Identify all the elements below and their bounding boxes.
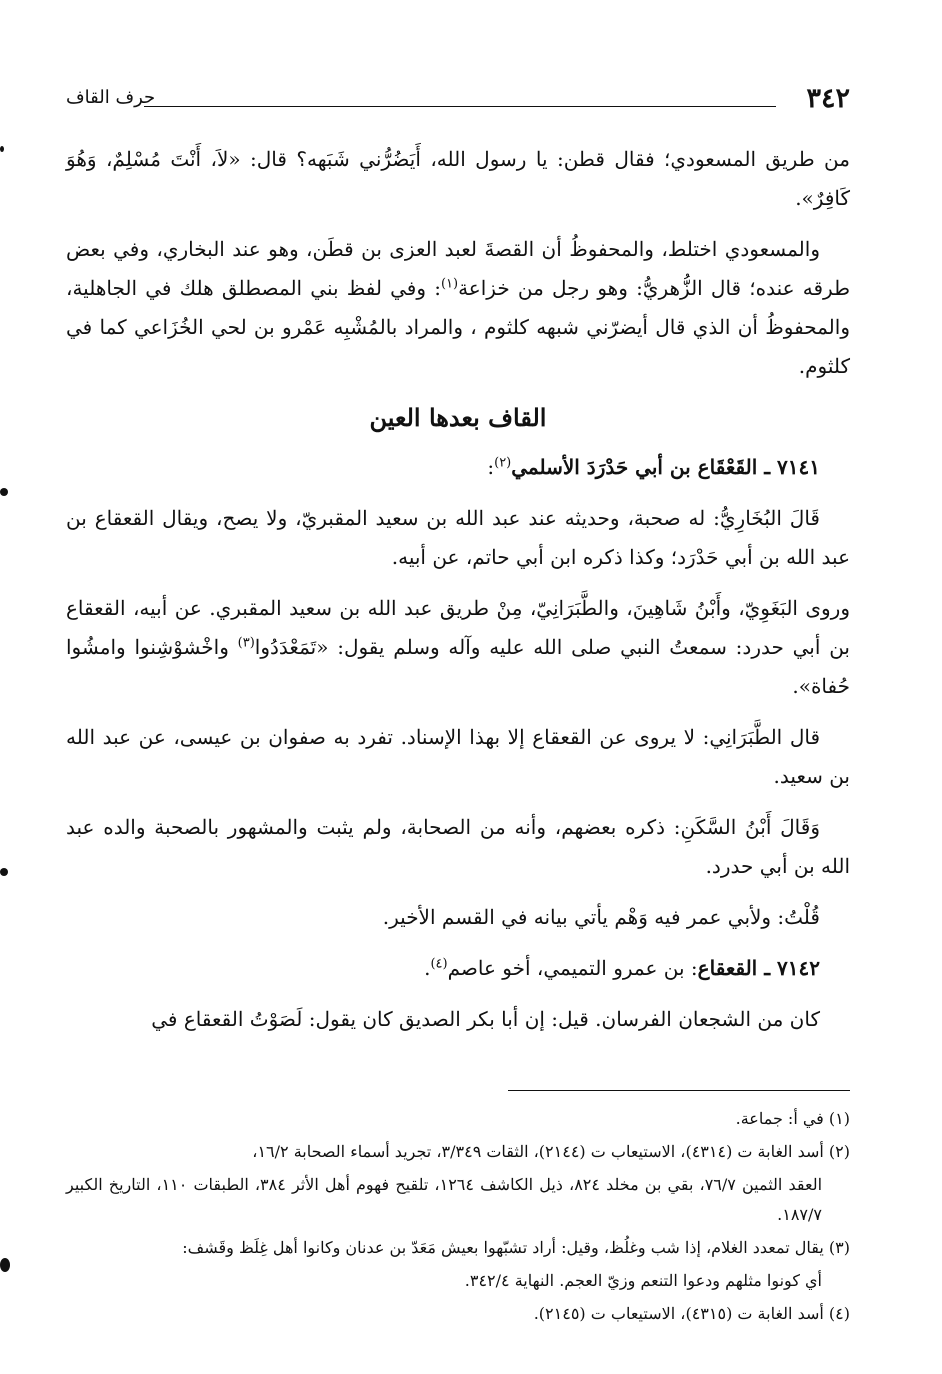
entry-7142-title: ٧١٤٢ ـ القعقاع	[697, 956, 820, 980]
paragraph-8-text: كان من الشجعان الفرسان. قيل: إن أبا بكر الصديق كان يقول: لَصَوْتُ القعقاع في	[151, 1007, 820, 1031]
paragraph-1-text: من طريق المسعودي؛ فقال قطن: يا رسول الله، أَيَضُرُّني شَبَهه؟ قال: «لاَ، أَنْتَ مُسْلِمٌ، وَهُوَ كَافِرٌ».	[66, 147, 850, 210]
footnote-3-continued: أي كونوا مثلهم ودعوا التنعم وزيّ العجم. النهاية ٣٤٢/٤.	[464, 1271, 822, 1290]
header-rule	[144, 106, 776, 107]
paragraph-6	[66, 808, 850, 886]
entry-7141	[66, 448, 850, 487]
margin-mark	[0, 146, 4, 152]
entry-7141-colon: :	[487, 455, 495, 479]
page-header	[66, 84, 850, 118]
entry-7142-end: .	[424, 956, 431, 980]
footnote-ref-3: (٣)	[237, 635, 255, 651]
footnote-3: (٣) يقال تمعدد الغلام، إذا شب وغلُظ، وقيل: أراد تشبّهوا بعيش مَعَدّ بن عدنان وكانوا أهل غِلَظ وقَشف:	[182, 1238, 850, 1257]
footnotes	[66, 1104, 850, 1332]
footnote-ref-2: (٢)	[494, 455, 512, 471]
paragraph-3	[66, 499, 850, 577]
footnote-4: (٤) أسد الغابة ت (٤٣١٥)، الاستيعاب ت (٢١٤٥).	[533, 1304, 850, 1323]
footnote-separator	[508, 1090, 850, 1091]
paragraph-1	[66, 140, 850, 218]
running-title: حرف القاف	[66, 87, 156, 108]
entry-7142	[66, 949, 850, 988]
paragraph-8	[66, 1000, 850, 1039]
entry-7142-text: : بن عمرو التميمي، أخو عاصم	[447, 956, 698, 980]
entry-7141-title: ٧١٤١ ـ القَعْقَاع بن أبي حَدْرَدَ الأسلمي	[511, 455, 820, 479]
paragraph-4-text: وروى البَغَوِيّ، وأَبْنُ شَاهِينَ، والطَّبَرَانِيّ، مِنْ طريق عبد الله بن سعيد المقبري. عن أبيه، القعقاع بن أبي حدرد: سمعتُ النبي صلى الله عليه وآله وسلم يقول: «تَمَعْدَدُوا	[66, 596, 850, 659]
paragraph-4	[66, 589, 850, 706]
footnote-2-line-1: (٢) أسد الغابة ت (٤٣١٤)، الاستيعاب ت (٢١٤٤)، الثقات ٣/٣٤٩، تجريد أسماء الصحابة ١٦/٢،	[252, 1142, 850, 1161]
margin-mark	[0, 1258, 10, 1272]
main-text	[66, 140, 850, 1051]
footnote-1: (١) في أ: جماعة.	[735, 1109, 850, 1128]
section-heading: القاف بعدها العين	[369, 403, 547, 432]
paragraph-7	[66, 898, 850, 937]
paragraph-6-text: وَقَالَ أَبْنُ السَّكَنِ: ذكره بعضهم، وأنه من الصحابة، ولم يثبت والمشهور بالصحبة والده عبد الله بن أبي حدرد.	[66, 815, 850, 878]
footnote-2-continued: العقد الثمين ٧٦/٧، بقي بن مخلد ٨٢٤، ذيل الكاشف ١٢٦٤، تلقيح فهوم أهل الأثر ٣٨٤، الطبقات ١١٠، التاريخ الكبير ١٨٧/٧.	[66, 1175, 823, 1224]
page-number: ٣٤٢	[806, 83, 850, 114]
margin-mark	[0, 488, 8, 496]
paragraph-2-rest: : وفي لفظ بني المصطلق هلك في الجاهلية، والمحفوظُ أن الذي قال أيضرّني شبهه كلثوم ، والمراد بالمُشْبِه عَمْرو بن لحي الخُزَاعي كما في كلثوم.	[66, 276, 850, 378]
paragraph-4-rest: واخْشوْشِنوا وامشُوا حُفاة».	[66, 635, 850, 698]
footnote-2	[66, 1137, 850, 1167]
paragraph-2-text: والمسعودي اختلط، والمحفوظُ أن القصةَ لعبد العزى بن قطَن، وهو عند البخاري، وفي بعض طرقه عنده؛ قال الزُّهريُّ: وهو رجل من خزاعة	[66, 237, 850, 300]
paragraph-7-text: قُلْتُ: ولأبي عمر فيه وَهْم يأتي بيانه في القسم الأخير.	[382, 905, 820, 929]
margin-mark	[0, 868, 8, 876]
paragraph-3-text: قَالَ البُخَارِيُّ: له صحبة، وحديثه عند عبد الله بن سعيد المقبريّ، ولا يصح، ويقال القعقاع بن عبد الله بن أبي حَدْرَد؛ وكذا ذكره ابن أبي حاتم، عن أبيه.	[66, 506, 850, 569]
footnote-ref-4: (٤)	[430, 956, 448, 972]
footnote-ref-1: (١)	[440, 276, 459, 292]
paragraph-5-text: قال الطَّبَرَانِي: لا يروى عن القعقاع إلا بهذا الإسناد. تفرد به صفوان بن عيسى، عن عبد الله بن سعيد.	[66, 725, 850, 788]
paragraph-5	[66, 718, 850, 796]
paragraph-2	[66, 230, 850, 386]
